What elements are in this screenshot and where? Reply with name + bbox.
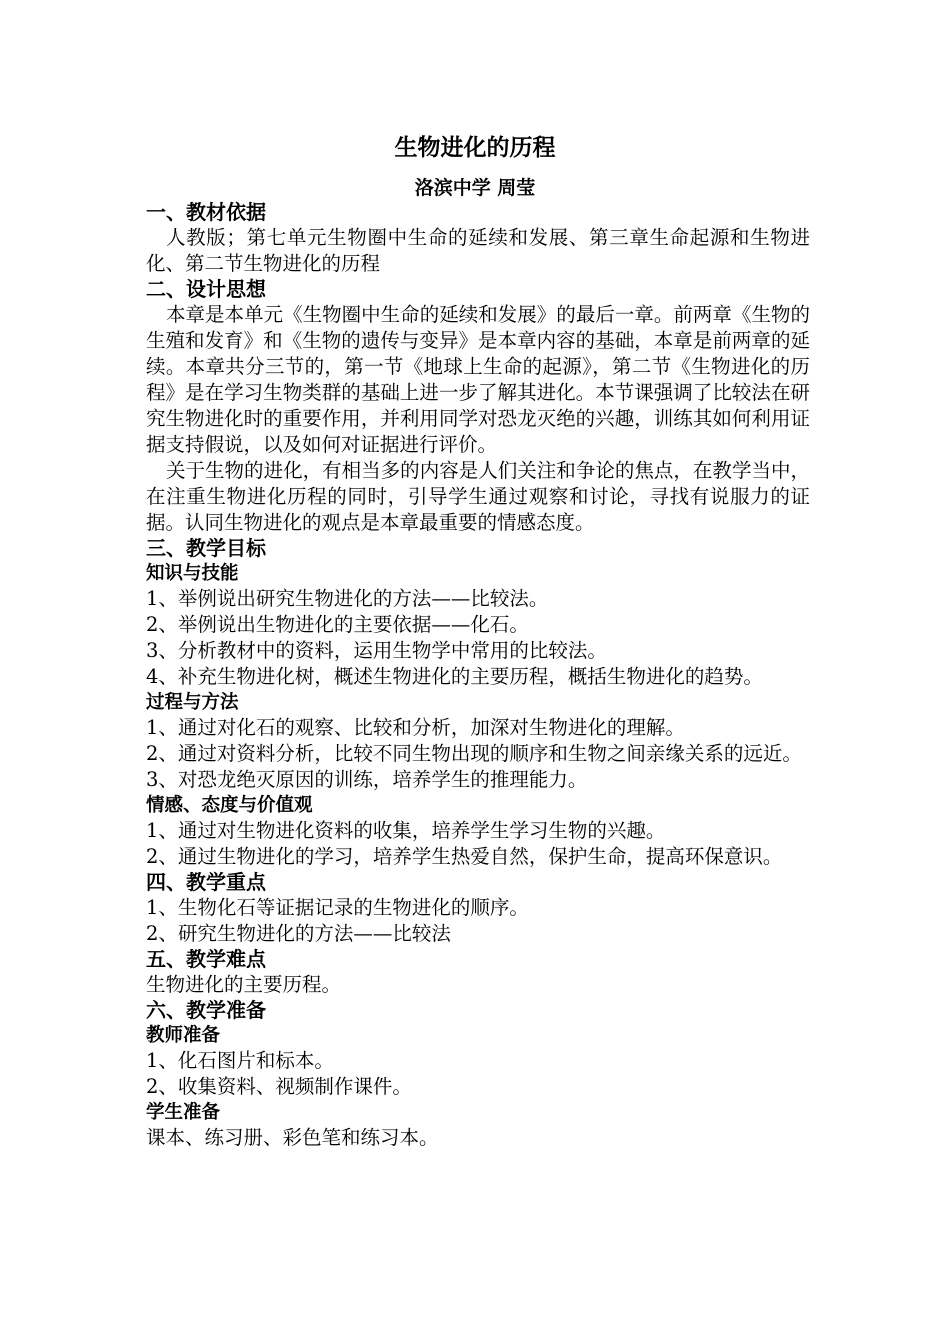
list-item: 1、举例说出研究生物进化的方法——比较法。 (146, 587, 549, 610)
paragraph: 人教版；第七单元生物圈中生命的延续和发展、第三章生命起源和生物进化、第二节生物进化的历程 (146, 226, 810, 275)
subsection-heading: 情感、态度与价值观 (146, 795, 313, 816)
subsection-heading: 教师准备 (146, 1025, 221, 1046)
paragraph: 本章是本单元《生物圈中生命的延续和发展》的最后一章。前两章《生物的生殖和发育》和《生物的遗传与变异》是本章内容的基础，本章是前两章的延续。本章共分三节的，第一节《地球上生命的起源》，第二节《生物进化的历程》是在学习生物类群的基础上进一步了解其进化。本节课强调了比较法在研究生物进化时的重要作用，并利用同学对恐龙灭绝的兴趣，训练其如何利用证据支持假说，以及如何对证据进行评价。 (146, 303, 810, 456)
subsection-heading: 学生准备 (146, 1102, 221, 1123)
document-author: 洛滨中学 周莹 (414, 177, 536, 199)
list-item: 3、对恐龙绝灭原因的训练，培养学生的推理能力。 (146, 768, 588, 791)
document-title: 生物进化的历程 (394, 135, 556, 161)
section-heading: 三、教学目标 (146, 536, 266, 560)
section-heading: 六、教学准备 (146, 998, 266, 1022)
list-item: 1、通过对化石的观察、比较和分析，加深对生物进化的理解。 (146, 716, 685, 739)
paragraph: 关于生物的进化，有相当多的内容是人们关注和争论的焦点，在教学当中，在注重生物进化历程的同时，引导学生通过观察和讨论，寻找有说服力的证据。认同生物进化的观点是本章最重要的情感态度。 (146, 459, 810, 534)
list-item: 1、生物化石等证据记录的生物进化的顺序。 (146, 896, 529, 919)
section-heading: 二、设计思想 (146, 277, 266, 301)
list-item: 4、补充生物进化树，概述生物进化的主要历程，概括生物进化的趋势。 (146, 665, 763, 688)
list-item: 1、通过对生物进化资料的收集，培养学生学习生物的兴趣。 (146, 819, 666, 842)
document-body (146, 200, 810, 1151)
section-heading: 一、教材依据 (146, 200, 266, 224)
paragraph: 生物进化的主要历程。 (146, 973, 342, 996)
paragraph: 课本、练习册、彩色笔和练习本。 (146, 1126, 439, 1149)
subsection-heading: 过程与方法 (146, 692, 239, 713)
section-heading: 五、教学难点 (146, 947, 266, 971)
list-item: 1、化石图片和标本。 (146, 1049, 334, 1072)
list-item: 2、研究生物进化的方法——比较法 (146, 922, 451, 945)
section-heading: 四、教学重点 (146, 870, 266, 894)
list-item: 2、举例说出生物进化的主要依据——化石。 (146, 613, 529, 636)
subsection-heading: 知识与技能 (146, 563, 239, 584)
list-item: 2、收集资料、视频制作课件。 (146, 1075, 412, 1098)
list-item: 2、通过对资料分析，比较不同生物出现的顺序和生物之间亲缘关系的远近。 (146, 742, 802, 765)
list-item: 3、分析教材中的资料，运用生物学中常用的比较法。 (146, 639, 607, 662)
list-item: 2、通过生物进化的学习，培养学生热爱自然，保护生命，提高环保意识。 (146, 845, 783, 868)
